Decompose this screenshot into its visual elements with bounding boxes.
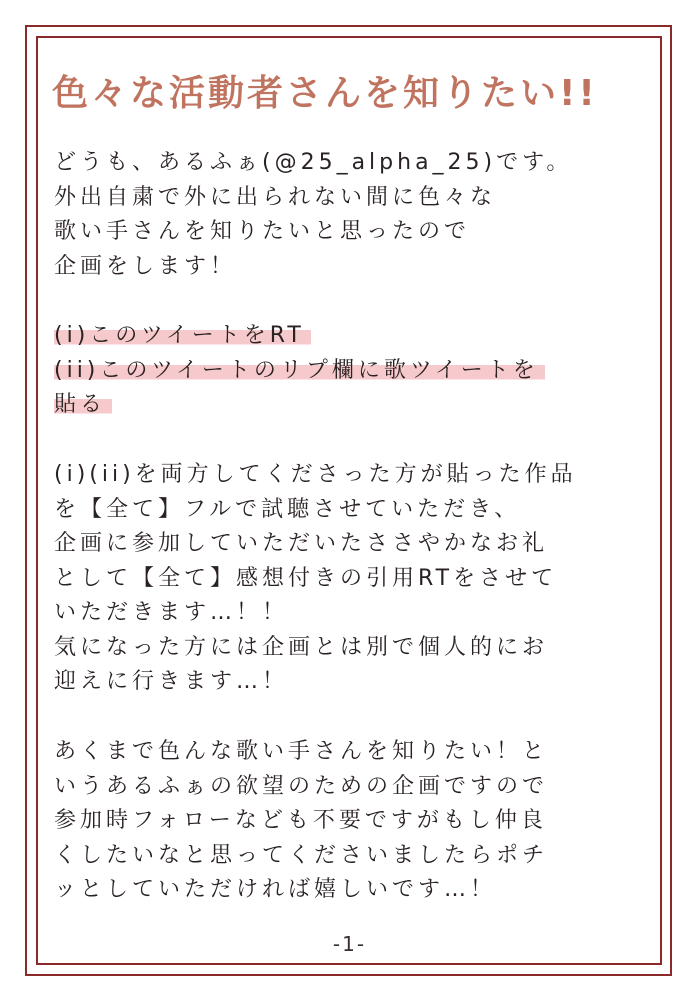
page-number: -1- <box>332 932 367 956</box>
step-2-continuation: 貼る <box>54 392 112 417</box>
intro-line: どうも、あるふぁ(@25_alpha_25)です。 <box>54 150 573 175</box>
closing-paragraph <box>54 735 654 908</box>
details-line: 気になった方には企画とは別で個人的にお <box>54 634 549 660</box>
intro-line: 歌い手さんを知りたいと思ったので <box>54 219 471 244</box>
step-1-highlight: (i)このツイートをRT <box>54 323 311 348</box>
details-line: を【全て】フルで試聴させていただき、 <box>54 496 521 522</box>
steps-list <box>54 319 654 423</box>
details-line: 迎えに行きます…！ <box>54 669 289 694</box>
closing-line: あくまで色んな歌い手さんを知りたい！と <box>54 739 549 764</box>
details-line: いただきます…！！ <box>54 600 289 625</box>
details-line: 企画に参加していただいたささやかなお礼 <box>54 531 549 556</box>
page-title: 色々な活動者さんを知りたい!! <box>52 73 598 114</box>
details-line: (i)(ii)を両方してくださった方が貼った作品 <box>54 462 577 487</box>
details-line: として【全て】感想付きの引用RTをさせて <box>54 565 558 591</box>
closing-line: ッとしていただければ嬉しいです…！ <box>54 877 497 902</box>
intro-line: 企画をします！ <box>54 253 237 279</box>
intro-line: 外出自粛で外に出られない間に色々な <box>54 184 497 210</box>
closing-line: くしたいなと思ってくださいましたらポチ <box>54 842 549 868</box>
details-paragraph <box>54 458 654 700</box>
intro-paragraph <box>54 146 654 284</box>
step-2-highlight: (ii)このツイートのリプ欄に歌ツイートを <box>54 358 545 383</box>
closing-line: 参加時フォローなども不要ですがもし仲良 <box>54 808 547 833</box>
closing-line: いうあるふぁの欲望のための企画ですので <box>54 773 549 799</box>
